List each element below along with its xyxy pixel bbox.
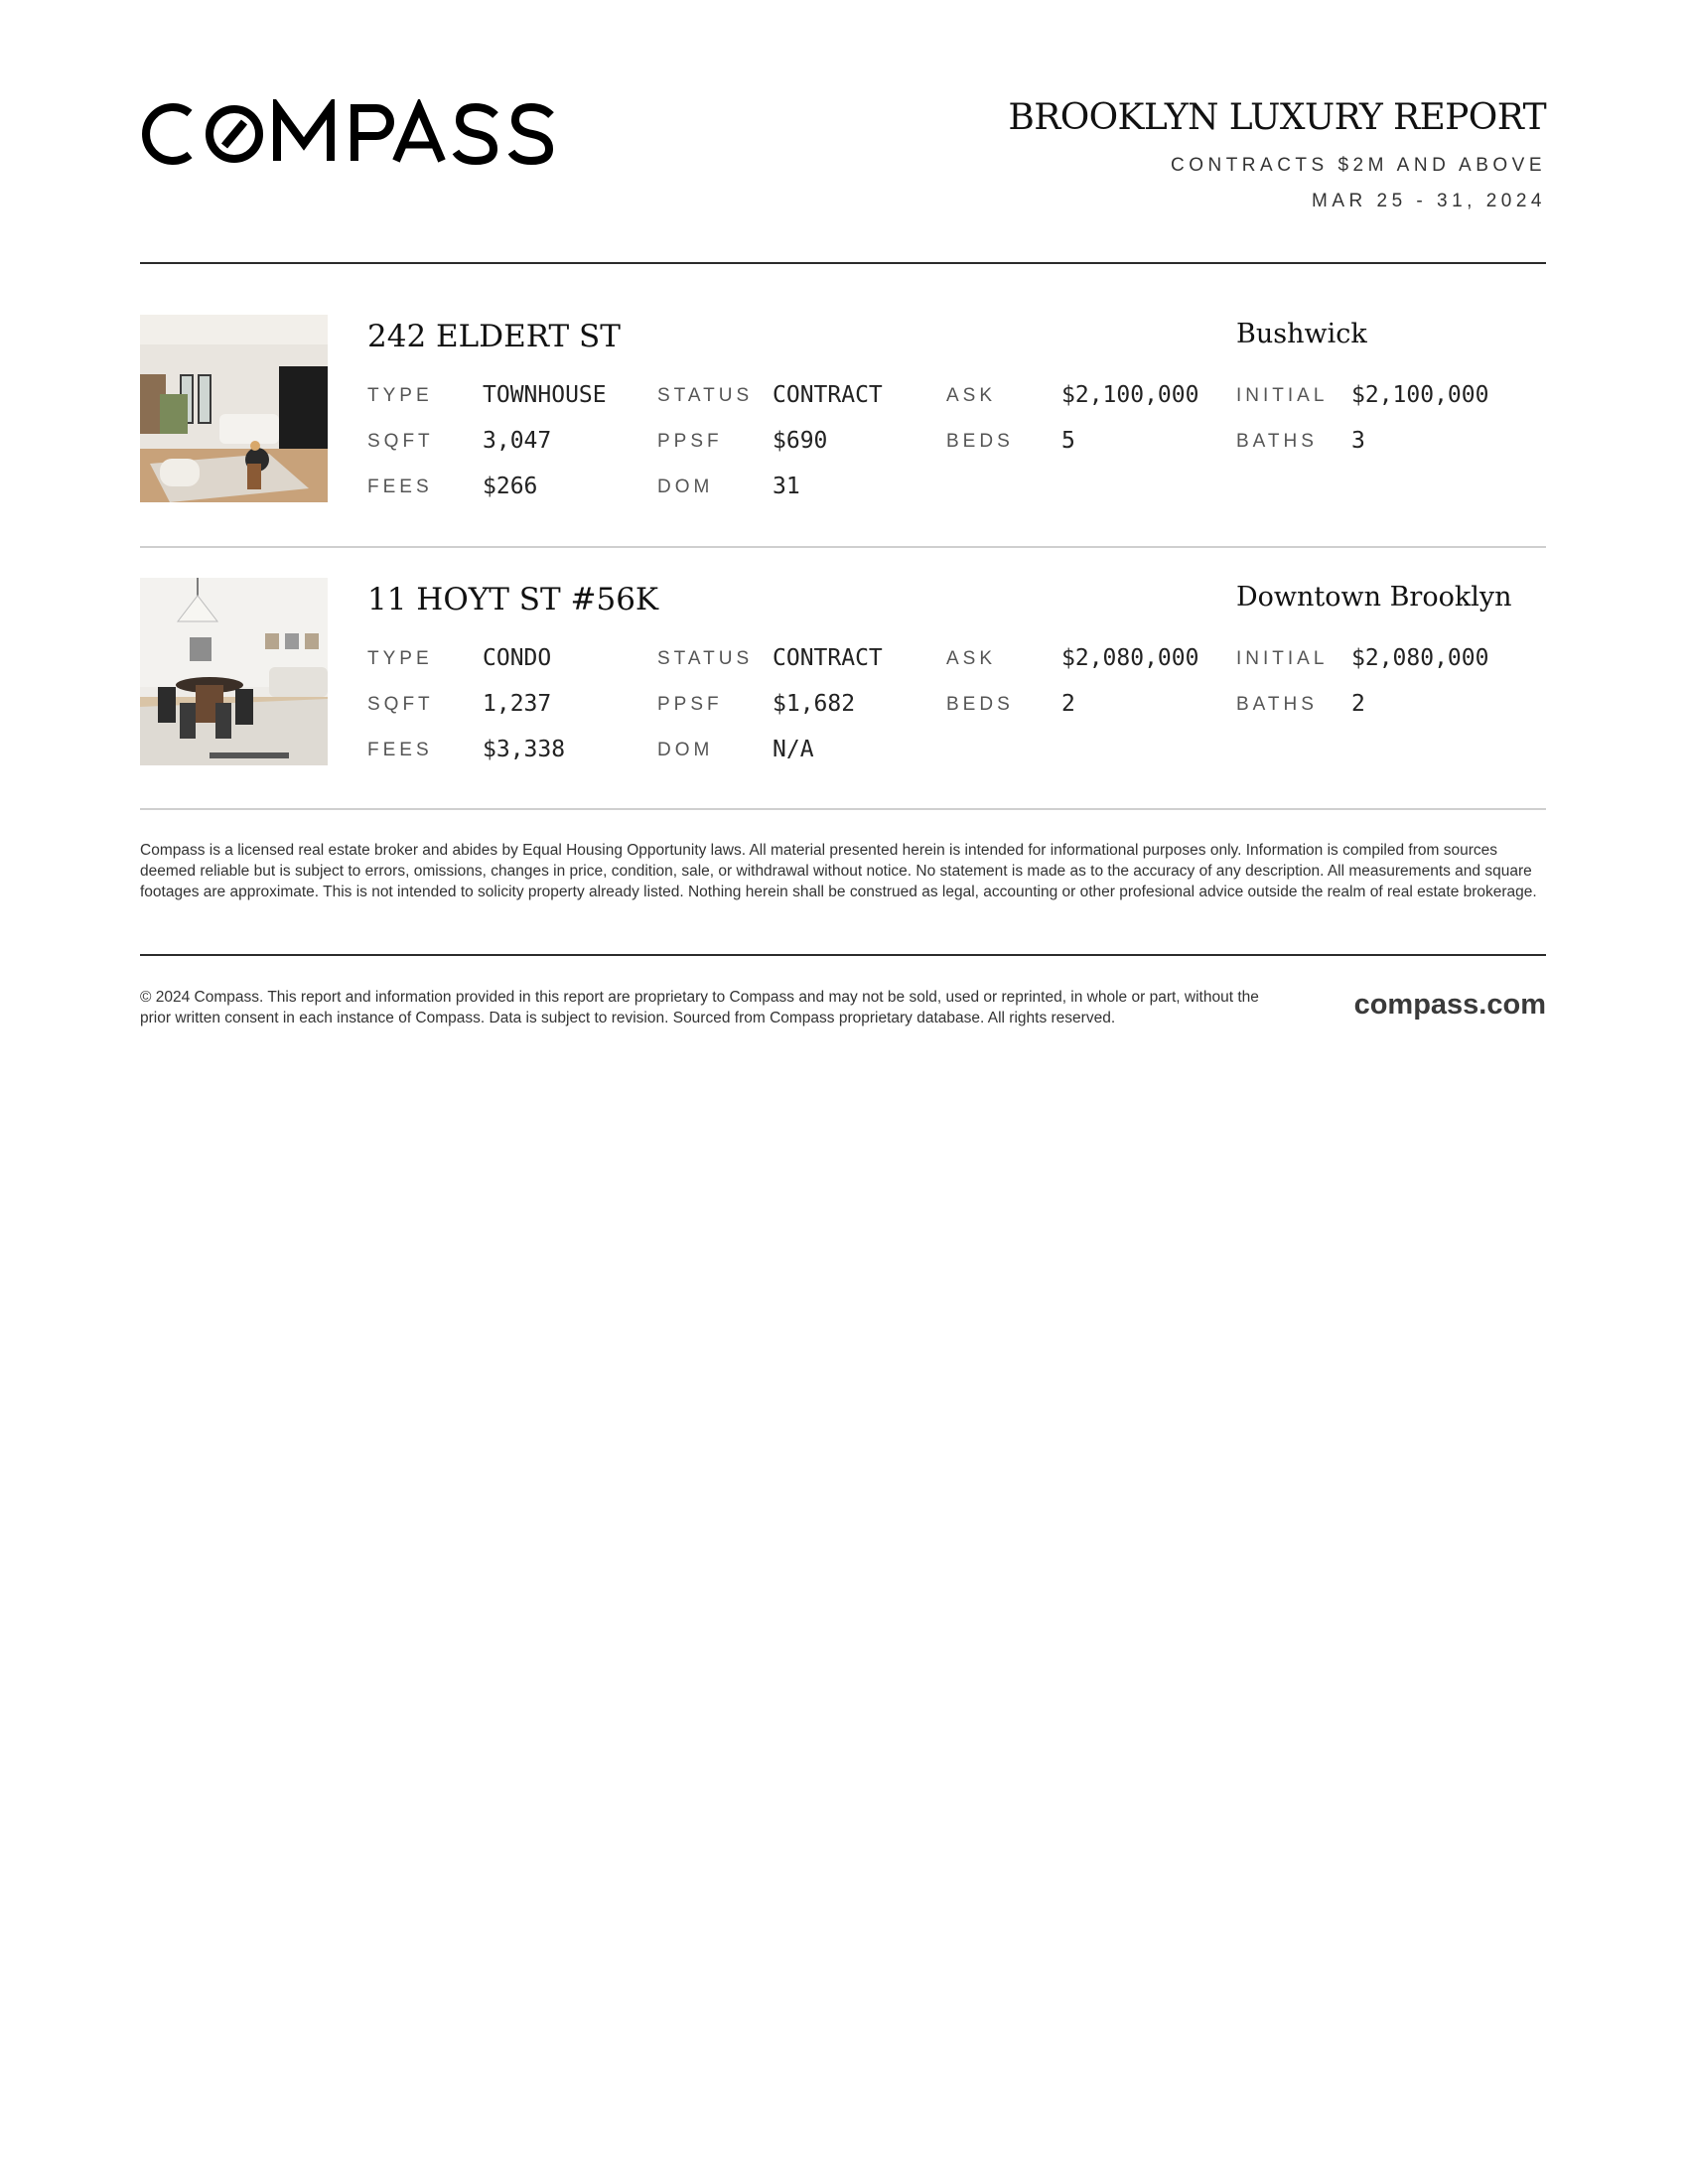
baths-value: 3	[1351, 428, 1365, 454]
status-label: STATUS	[657, 385, 754, 406]
header-divider	[140, 262, 1546, 264]
footer-divider	[140, 954, 1546, 956]
disclaimer-text: Compass is a licensed real estate broker and abides by Equal Housing Opportunity laws. All material presented herein is intended for informational purposes only. Information is compiled from sources deemed reliable but is subject to errors, omissions, changes in price, condition, sale, or withdrawal without notice. No statement is made as to the accuracy of any description. All measurements and square footages are approximate. This is not intended to solicity property already listed. Nothing herein shall be construed as legal, accounting or other profesional advice outside the realm of real estate brokerage.	[140, 842, 1537, 900]
sqft-label: SQFT	[367, 694, 434, 715]
listing-address: 242 ELDERT ST	[367, 319, 621, 354]
initial-label: INITIAL	[1236, 648, 1329, 669]
beds-value: 5	[1061, 428, 1075, 454]
compass-logo	[140, 99, 567, 169]
sqft-label: SQFT	[367, 431, 434, 452]
baths-label: BATHS	[1236, 694, 1318, 715]
status-value: CONTRACT	[773, 645, 883, 671]
sqft-value: 1,237	[483, 691, 552, 717]
fees-label: FEES	[367, 477, 433, 497]
report-date-range: MAR 25 - 31, 2024	[1312, 191, 1546, 211]
dom-value: N/A	[773, 737, 814, 762]
ppsf-label: PPSF	[657, 694, 723, 715]
fees-value: $266	[483, 474, 538, 499]
dining-room-photo	[140, 578, 328, 765]
listing-divider	[140, 808, 1546, 810]
initial-value: $2,100,000	[1351, 382, 1489, 408]
fees-label: FEES	[367, 740, 433, 760]
ask-value: $2,080,000	[1061, 645, 1199, 671]
ask-label: ASK	[946, 385, 997, 406]
ppsf-value: $690	[773, 428, 828, 454]
listing-card	[140, 315, 1546, 503]
report-subtitle: CONTRACTS $2M AND ABOVE	[1170, 155, 1546, 176]
type-label: TYPE	[367, 385, 433, 406]
status-label: STATUS	[657, 648, 754, 669]
ppsf-value: $1,682	[773, 691, 856, 717]
dom-value: 31	[773, 474, 800, 499]
baths-label: BATHS	[1236, 431, 1318, 452]
dom-label: DOM	[657, 740, 714, 760]
ask-label: ASK	[946, 648, 997, 669]
type-label: TYPE	[367, 648, 433, 669]
fees-value: $3,338	[483, 737, 566, 762]
type-value: TOWNHOUSE	[483, 382, 607, 408]
listing-neighborhood: Downtown Brooklyn	[1236, 582, 1512, 613]
listing-neighborhood: Bushwick	[1236, 319, 1367, 349]
beds-value: 2	[1061, 691, 1075, 717]
ppsf-label: PPSF	[657, 431, 723, 452]
status-value: CONTRACT	[773, 382, 883, 408]
listing-address: 11 HOYT ST #56K	[367, 582, 659, 617]
beds-label: BEDS	[946, 694, 1014, 715]
listing-card	[140, 578, 1546, 766]
type-value: CONDO	[483, 645, 552, 671]
living-room-photo	[140, 315, 328, 502]
ask-value: $2,100,000	[1061, 382, 1199, 408]
initial-value: $2,080,000	[1351, 645, 1489, 671]
website-link[interactable]: compass.com	[1353, 989, 1546, 1021]
initial-label: INITIAL	[1236, 385, 1329, 406]
listing-divider	[140, 546, 1546, 548]
baths-value: 2	[1351, 691, 1365, 717]
dom-label: DOM	[657, 477, 714, 497]
beds-label: BEDS	[946, 431, 1014, 452]
copyright-text: © 2024 Compass. This report and information provided in this report are proprietary to Compass and may not be sold, used or reprinted, in whole or part, without the prior written consent in each instance of Compass. Data is subject to revision. Sourced from Compass proprietary database. All rights reserved.	[140, 989, 1259, 1026]
report-title: BROOKLYN LUXURY REPORT	[1008, 97, 1546, 138]
sqft-value: 3,047	[483, 428, 552, 454]
